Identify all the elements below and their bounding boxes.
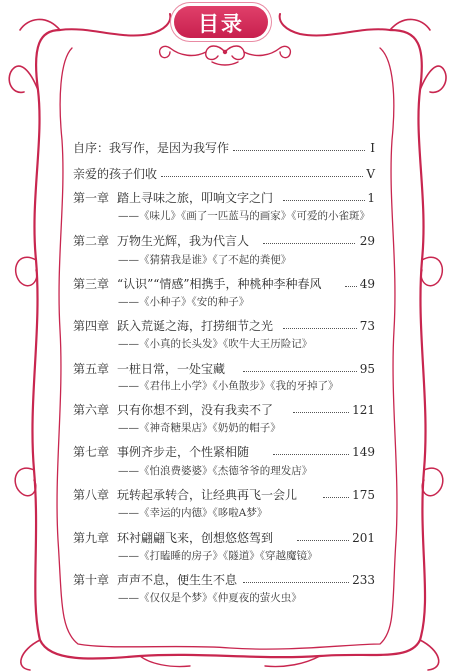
- chapter-subtitle: ——《君伟上小学》《小鱼散步》《我的牙掉了》: [118, 380, 339, 392]
- dot-leader: [263, 243, 355, 244]
- page-number: 233: [352, 573, 375, 587]
- dot-leader: [161, 176, 365, 177]
- entry-title: 只有你想不到，没有我卖不了: [117, 403, 274, 417]
- chapter-number: 第八章: [73, 488, 110, 502]
- page-number: I: [370, 141, 375, 155]
- page-number: 121: [352, 403, 375, 417]
- entry-title: 玩转起承转合，让经典再飞一会儿: [117, 488, 298, 502]
- chapter-subtitle: ——《打瞌睡的房子》《隧道》《穿越魔镜》: [118, 550, 318, 562]
- title-badge: [174, 6, 268, 38]
- chapter-number: 第五章: [73, 362, 110, 376]
- chapter-subtitle: ——《怕浪费婆婆》《杰德爷爷的理发店》: [118, 465, 313, 477]
- chapter-subtitle: ——《味儿》《画了一匹蓝马的画家》《可爱的小雀斑》: [118, 210, 370, 222]
- entry-title: 声声不息，便生生不息: [117, 573, 238, 587]
- dot-leader: [323, 497, 351, 498]
- chapter-subtitle: ——《仅仅是个梦》《仲夏夜的萤火虫》: [118, 592, 302, 604]
- entry-title: 踏上寻味之旅，叩响文字之门: [117, 191, 274, 205]
- page-number: 73: [359, 319, 375, 333]
- dot-leader: [283, 200, 365, 201]
- dot-leader: [243, 371, 357, 372]
- entry-title: 万物生光辉，我为代言人: [117, 234, 250, 248]
- chapter-subtitle: ——《神奇糖果店》《奶奶的帽子》: [118, 422, 281, 434]
- entry-title: 自序：我写作，是因为我写作: [73, 141, 230, 155]
- chapter-number: 第一章: [73, 191, 110, 205]
- dot-leader: [345, 286, 357, 287]
- entry-title: 一桩日常，一处宝藏: [117, 362, 226, 376]
- page-number: 201: [352, 531, 375, 545]
- dot-leader: [273, 454, 351, 455]
- chapter-subtitle: ——《小种子》《安的种子》: [118, 296, 250, 308]
- dot-leader: [297, 540, 351, 541]
- dot-leader: [283, 328, 357, 329]
- dot-leader: [293, 412, 351, 413]
- page-number: 29: [359, 234, 375, 248]
- page-title: 目录: [198, 12, 244, 36]
- chapter-subtitle: ——《小真的长头发》《吹牛大王历险记》: [118, 338, 313, 350]
- dot-leader: [233, 150, 365, 151]
- page-number: 95: [359, 362, 375, 376]
- entry-title: 环衬翩翩飞来，创想悠悠驾到: [117, 531, 274, 545]
- page-number: 49: [359, 277, 375, 291]
- chapter-number: 第四章: [73, 319, 110, 333]
- entry-title: 跃入荒诞之海，打捞细节之光: [117, 319, 274, 333]
- chapter-number: 第三章: [73, 277, 110, 291]
- entry-title: 事例齐步走，个性紧相随: [117, 445, 250, 459]
- title-flourish-ornament: [150, 38, 300, 68]
- entry-title: “认识”“情感”相携手，种桃种李种春风: [117, 277, 322, 291]
- chapter-subtitle: ——《猜猜我是谁》《了不起的粪便》: [118, 254, 292, 266]
- dot-leader: [243, 582, 351, 583]
- page-number: 1: [367, 191, 375, 205]
- chapter-number: 第七章: [73, 445, 110, 459]
- page-number: 149: [352, 445, 375, 459]
- chapter-number: 第二章: [73, 234, 110, 248]
- entry-title: 亲爱的孩子们收: [73, 167, 158, 181]
- page-number: V: [366, 167, 375, 181]
- chapter-number: 第六章: [73, 403, 110, 417]
- chapter-subtitle: ——《幸运的内德》《哆啦A梦》: [118, 507, 268, 519]
- chapter-number: 第十章: [73, 573, 110, 587]
- page-number: 175: [352, 488, 375, 502]
- chapter-number: 第九章: [73, 531, 110, 545]
